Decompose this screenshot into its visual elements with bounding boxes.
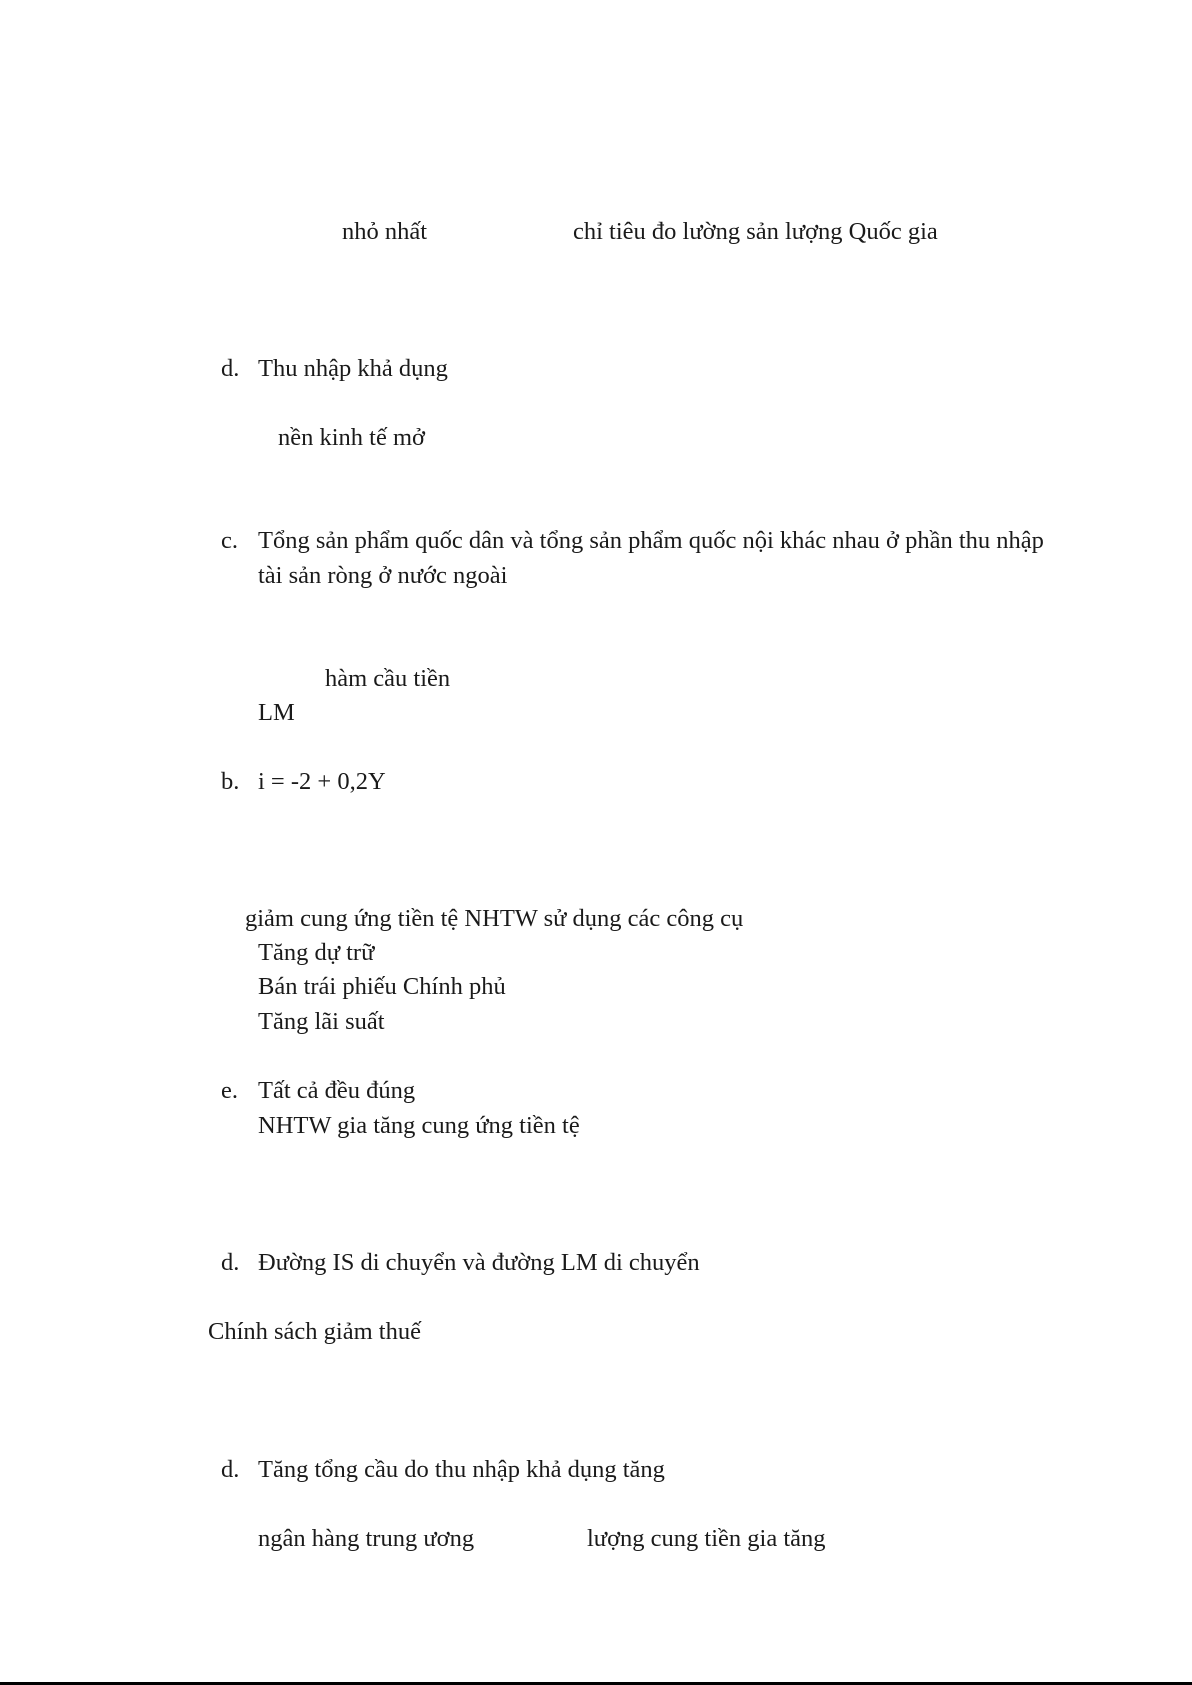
answer-marker: c. <box>221 527 238 554</box>
text-money-supply-increase: lượng cung tiền gia tăng <box>587 1525 826 1552</box>
text-raise-interest-rate: Tăng lãi suất <box>258 1008 385 1035</box>
answer-marker: d. <box>221 355 240 382</box>
answer-lm-equation: i = -2 + 0,2Y <box>258 768 386 795</box>
text-open-economy: nền kinh tế mở <box>278 424 425 451</box>
text-money-demand-function: hàm cầu tiền <box>325 665 451 692</box>
answer-aggregate-demand-increase: Tăng tổng cầu do thu nhập khả dụng tăng <box>258 1456 665 1483</box>
answer-all-correct: Tất cả đều đúng <box>258 1077 416 1104</box>
answer-gnp-gdp-line-1: Tổng sản phẩm quốc dân và tổng sản phẩm quốc nội khác nhau ở phần thu nhập <box>258 527 1044 554</box>
answer-marker: b. <box>221 768 240 795</box>
text-reduce-money-supply: giảm cung ứng tiền tệ NHTW sử dụng các công cụ <box>245 905 744 932</box>
answer-disposable-income: Thu nhập khả dụng <box>258 355 448 382</box>
text-lm: LM <box>258 699 295 726</box>
text-increase-reserves: Tăng dự trữ <box>258 939 375 966</box>
answer-gnp-gdp-line-2: tài sản ròng ở nước ngoài <box>258 562 508 589</box>
answer-marker: d. <box>221 1249 240 1276</box>
answer-is-lm-shift: Đường IS di chuyển và đường LM di chuyển <box>258 1249 700 1276</box>
text-tax-cut-policy: Chính sách giảm thuế <box>208 1318 421 1345</box>
text-increase-money-supply: NHTW gia tăng cung ứng tiền tệ <box>258 1112 580 1139</box>
text-smallest: nhỏ nhất <box>342 218 428 245</box>
text-national-output-indicator: chỉ tiêu đo lường sản lượng Quốc gia <box>573 218 938 245</box>
text-central-bank: ngân hàng trung ương <box>258 1525 475 1552</box>
answer-marker: e. <box>221 1077 238 1104</box>
answer-marker: d. <box>221 1456 240 1483</box>
text-sell-government-bonds: Bán trái phiếu Chính phủ <box>258 973 506 1000</box>
